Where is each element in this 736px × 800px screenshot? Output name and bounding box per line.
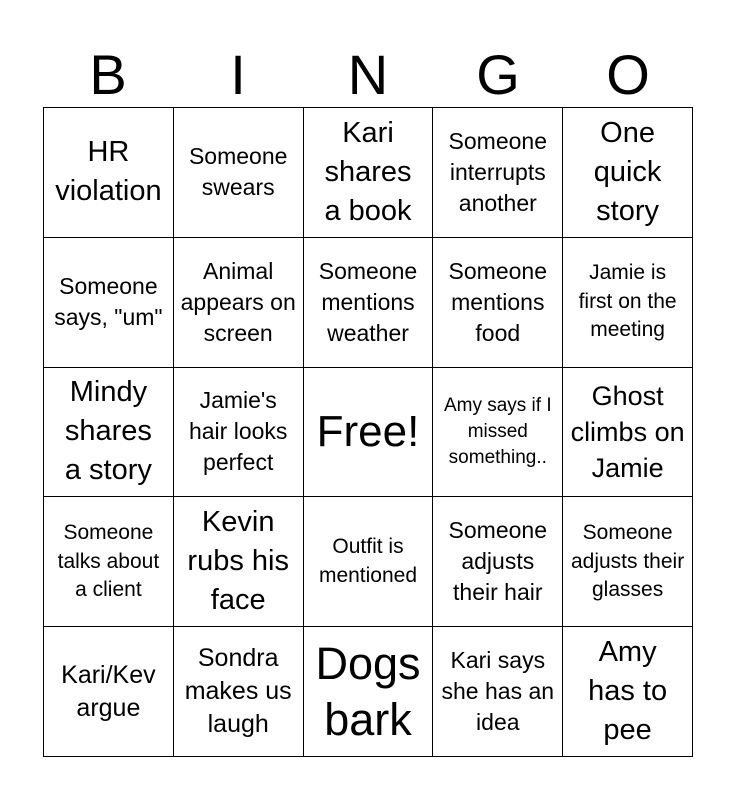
cell-text: Outfit is mentioned (318, 535, 418, 587)
bingo-cell-r2c5[interactable] (563, 238, 693, 368)
cell-text: HR violation (55, 136, 162, 208)
bingo-cell-r3c4[interactable] (433, 368, 563, 498)
bingo-grid (43, 107, 693, 757)
bingo-cell-r5c1[interactable] (44, 627, 174, 757)
bingo-cell-r5c4[interactable] (433, 627, 563, 757)
header-letter-b: B (89, 43, 127, 106)
cell-text: Ghost climbs on Jamie (570, 380, 685, 483)
cell-text: Someone interrupts another (448, 127, 548, 216)
bingo-cell-r5c2[interactable] (174, 627, 304, 757)
cell-text: Kari shares a book (324, 116, 412, 227)
free-space-label: Free! (316, 406, 420, 456)
bingo-cell-r1c3[interactable] (304, 108, 434, 238)
cell-text: Someone mentions food (448, 257, 548, 346)
bingo-cell-r4c3[interactable] (304, 497, 434, 627)
bingo-cell-r1c2[interactable] (174, 108, 304, 238)
cell-text: Amy says if I missed something.. (443, 394, 552, 468)
bingo-cell-r3c2[interactable] (174, 368, 304, 498)
cell-text: One quick story (593, 116, 662, 227)
bingo-cell-r5c5[interactable] (563, 627, 693, 757)
bingo-cell-r1c1[interactable] (44, 108, 174, 238)
cell-text: Someone talks about a client (57, 521, 160, 602)
bingo-cell-r3c5[interactable] (563, 368, 693, 498)
bingo-cell-free[interactable] (304, 368, 434, 498)
bingo-cell-r5c3[interactable] (304, 627, 434, 757)
cell-text: Someone adjusts their hair (448, 517, 548, 606)
bingo-cell-r2c2[interactable] (174, 238, 304, 368)
cell-text: Someone says, "um" (54, 273, 163, 331)
cell-text: Jamie's hair looks perfect (188, 387, 288, 476)
bingo-cell-r4c4[interactable] (433, 497, 563, 627)
bingo-cell-r4c5[interactable] (563, 497, 693, 627)
header-letter-i: I (230, 43, 246, 106)
cell-text: Kari/Kev argue (61, 660, 156, 722)
header-letter-g: G (476, 43, 520, 106)
bingo-cell-r1c5[interactable] (563, 108, 693, 238)
cell-text: Someone adjusts their glasses (570, 521, 685, 602)
cell-text: Animal appears on screen (180, 257, 296, 346)
bingo-cell-r2c3[interactable] (304, 238, 434, 368)
bingo-cell-r4c2[interactable] (174, 497, 304, 627)
bingo-cell-r1c4[interactable] (433, 108, 563, 238)
cell-text: Someone swears (188, 143, 288, 201)
cell-text: Amy has to pee (588, 636, 668, 747)
cell-text: Mindy shares a story (64, 376, 152, 487)
bingo-cell-r2c1[interactable] (44, 238, 174, 368)
cell-text: Someone mentions weather (318, 257, 418, 346)
header-letter-n: N (347, 43, 389, 106)
cell-text: Dogs bark (315, 637, 421, 745)
header-letter-o: O (606, 43, 650, 106)
bingo-cell-r3c1[interactable] (44, 368, 174, 498)
cell-text: Sondra makes us laugh (184, 644, 292, 739)
bingo-cell-r4c1[interactable] (44, 497, 174, 627)
bingo-header (43, 42, 693, 108)
cell-text: Kevin rubs his face (187, 506, 289, 617)
cell-text: Jamie is first on the meeting (578, 261, 677, 342)
bingo-cell-r2c4[interactable] (433, 238, 563, 368)
cell-text: Kari says she has an idea (441, 647, 555, 736)
